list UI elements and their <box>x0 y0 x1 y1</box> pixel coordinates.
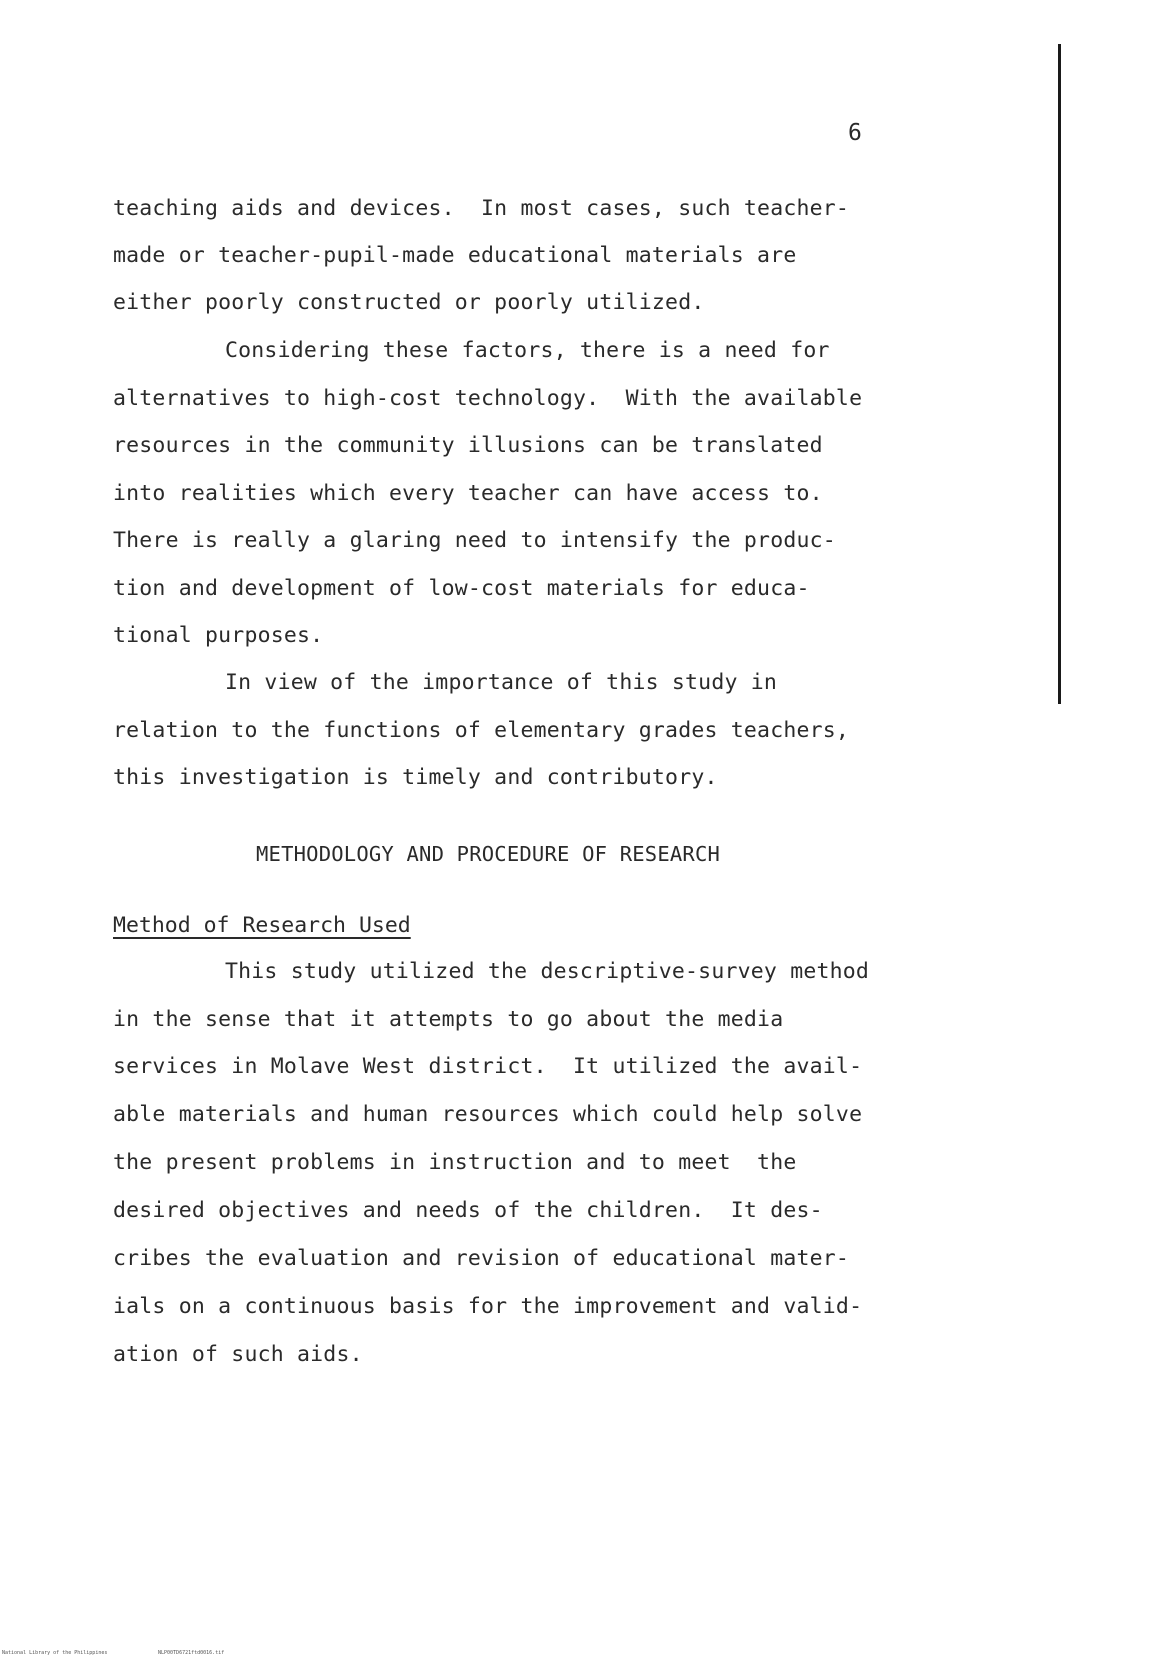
text-line: desired objectives and needs of the children. It des- <box>113 1198 823 1223</box>
text-line: the present problems in instruction and to meet the <box>113 1150 797 1175</box>
text-line: into realities which every teacher can have access to. <box>113 481 823 506</box>
text-line: tion and development of low-cost materials for educa- <box>113 576 810 601</box>
text-line: ials on a continuous basis for the improvement and valid- <box>113 1294 863 1319</box>
footer-library-label: National Library of the Philippines <box>2 1650 108 1656</box>
text-line: In view of the importance of this study in <box>225 670 778 695</box>
text-line: either poorly constructed or poorly utilized. <box>113 290 705 315</box>
page-number: 6 <box>848 120 862 146</box>
section-heading: METHODOLOGY AND PROCEDURE OF RESEARCH <box>256 842 721 866</box>
text-line: services in Molave West district. It utilized the avail- <box>113 1054 863 1079</box>
text-line: There is really a glaring need to intensify the produc- <box>113 528 836 553</box>
margin-rule <box>1058 44 1061 704</box>
footer-file-label: NLP00TD6721ftd0016.tif <box>158 1650 225 1656</box>
subheading: Method of Research Used <box>113 913 411 938</box>
text-line: relation to the functions of elementary grades teachers, <box>113 718 850 743</box>
text-line: able materials and human resources which could help solve <box>113 1102 863 1127</box>
text-line: tional purposes. <box>113 623 324 648</box>
text-line: in the sense that it attempts to go about the media <box>113 1007 784 1032</box>
text-line: alternatives to high-cost technology. With the available <box>113 386 863 411</box>
text-line: this investigation is timely and contributory. <box>113 765 718 790</box>
text-line: resources in the community illusions can be translated <box>113 433 823 458</box>
text-line: teaching aids and devices. In most cases, such teacher- <box>113 196 850 221</box>
text-line: This study utilized the descriptive-survey method <box>225 959 870 984</box>
text-line: made or teacher-pupil-made educational materials are <box>113 243 797 268</box>
text-line: ation of such aids. <box>113 1342 363 1367</box>
text-line: cribes the evaluation and revision of educational mater- <box>113 1246 850 1271</box>
text-line: Considering these factors, there is a need for <box>225 338 830 363</box>
